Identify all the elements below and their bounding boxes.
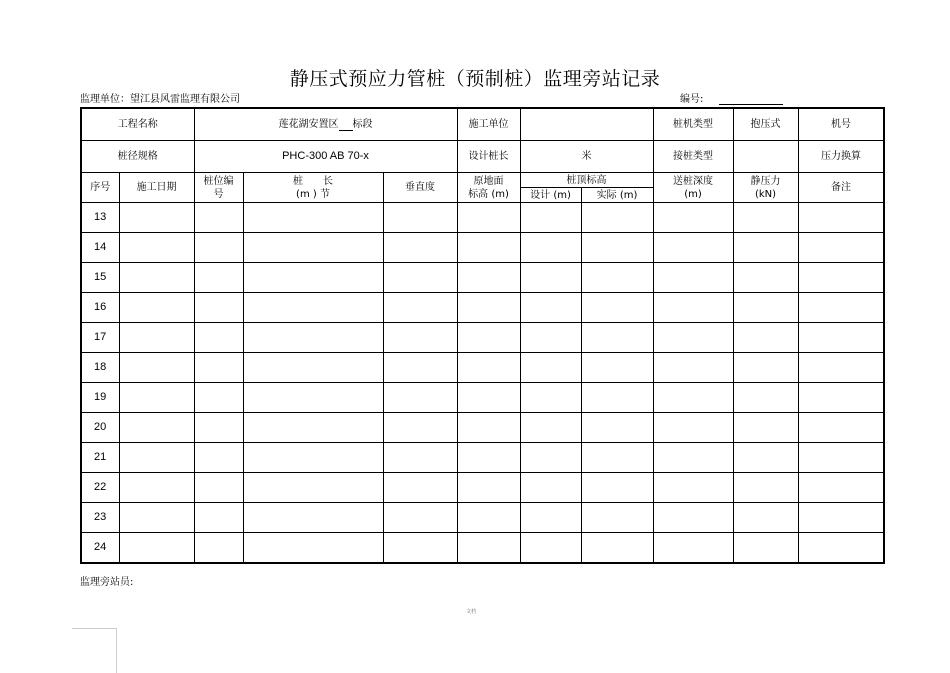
- row-cell: [581, 293, 653, 323]
- row-cell: [581, 203, 653, 233]
- row-cell: [733, 503, 798, 533]
- row-cell: [243, 203, 383, 233]
- col-seq: 序号: [81, 173, 119, 203]
- splice-type-label: 接桩类型: [653, 141, 733, 173]
- col-static-line1: 静压力: [750, 175, 781, 187]
- row-cell: [798, 353, 884, 383]
- row-cell: [798, 203, 884, 233]
- row-cell: [733, 233, 798, 263]
- row-cell: [243, 353, 383, 383]
- col-length-line2: (m ) 节: [296, 188, 330, 200]
- row-cell: [653, 233, 733, 263]
- table-row: [81, 323, 884, 353]
- row-cell: [119, 503, 194, 533]
- row-cell: [383, 263, 457, 293]
- row-cell: [243, 503, 383, 533]
- row-cell: [457, 473, 520, 503]
- row-cell: [457, 533, 520, 564]
- page-corner-mark: [72, 628, 117, 673]
- info-row-1: [81, 108, 884, 141]
- col-length-line1: 桩 长: [293, 175, 333, 187]
- row-cell: [457, 383, 520, 413]
- row-cell: [581, 443, 653, 473]
- table-row: [81, 503, 884, 533]
- col-static-line2: (kN): [754, 188, 777, 200]
- pile-machine-type-value: 抱压式: [733, 108, 798, 141]
- row-cell: [119, 533, 194, 564]
- table-row: [81, 533, 884, 564]
- row-cell: [119, 233, 194, 263]
- row-cell: [581, 263, 653, 293]
- row-cell: [119, 413, 194, 443]
- row-cell: [457, 203, 520, 233]
- table-row: [81, 353, 884, 383]
- col-ground-line1: 原地面: [473, 175, 504, 187]
- table-row: [81, 203, 884, 233]
- section-blank: [339, 119, 353, 131]
- page-note: 文档: [466, 609, 477, 615]
- row-cell: [119, 263, 194, 293]
- row-cell: [733, 263, 798, 293]
- row-cell: [383, 473, 457, 503]
- row-cell: [119, 203, 194, 233]
- table-row: [81, 473, 884, 503]
- row-cell: [119, 473, 194, 503]
- row-cell: [119, 323, 194, 353]
- construction-unit-label: 施工单位: [457, 108, 520, 141]
- col-remarks: 备注: [798, 173, 884, 203]
- row-cell: [119, 353, 194, 383]
- row-cell: [457, 323, 520, 353]
- row-cell: [581, 233, 653, 263]
- table-row: [81, 413, 884, 443]
- data-rows: [81, 203, 884, 564]
- row-cell: [194, 533, 243, 564]
- row-seq-number: 24: [81, 533, 119, 564]
- col-pile-no: [194, 173, 243, 203]
- row-cell: [653, 203, 733, 233]
- row-cell: [119, 443, 194, 473]
- row-cell: [457, 353, 520, 383]
- col-length: [243, 173, 383, 203]
- col-ground-line2: 标高 (m): [468, 188, 509, 200]
- row-cell: [520, 353, 581, 383]
- row-cell: [243, 383, 383, 413]
- row-cell: [119, 383, 194, 413]
- row-cell: [733, 293, 798, 323]
- row-seq-number: 22: [81, 473, 119, 503]
- row-cell: [653, 293, 733, 323]
- row-cell: [243, 473, 383, 503]
- record-table: [80, 107, 885, 564]
- row-cell: [653, 443, 733, 473]
- document-title: 静压式预应力管桩（预制桩）监理旁站记录: [289, 68, 661, 90]
- row-cell: [798, 443, 884, 473]
- project-name-value: [194, 108, 457, 141]
- row-cell: [653, 413, 733, 443]
- row-cell: [457, 233, 520, 263]
- row-cell: [653, 263, 733, 293]
- row-cell: [581, 323, 653, 353]
- table-row: [81, 293, 884, 323]
- project-name-suffix: 标段: [352, 119, 373, 130]
- splice-type-value: [733, 141, 798, 173]
- row-cell: [243, 413, 383, 443]
- row-cell: [194, 353, 243, 383]
- col-send-depth: [653, 173, 733, 203]
- supervision-unit: 监理单位：望江县风雷监理有限公司: [80, 94, 240, 105]
- serial-number: [680, 90, 783, 105]
- col-top-actual: 实际 (m): [581, 188, 653, 203]
- row-seq-number: 15: [81, 263, 119, 293]
- serial-label: 编号:: [680, 94, 704, 105]
- info-row-2: [81, 141, 884, 173]
- row-cell: [653, 383, 733, 413]
- row-cell: [383, 323, 457, 353]
- row-cell: [194, 293, 243, 323]
- row-cell: [798, 383, 884, 413]
- row-cell: [383, 503, 457, 533]
- col-date: 施工日期: [119, 173, 194, 203]
- project-name-label: 工程名称: [81, 108, 194, 141]
- row-seq-number: 18: [81, 353, 119, 383]
- row-cell: [733, 413, 798, 443]
- supervisor-signature-label: 监理旁站员:: [80, 577, 134, 588]
- row-cell: [581, 353, 653, 383]
- row-cell: [733, 473, 798, 503]
- row-cell: [457, 443, 520, 473]
- col-pile-no-line1: 桩位编: [203, 175, 234, 187]
- row-seq-number: 20: [81, 413, 119, 443]
- row-cell: [194, 413, 243, 443]
- row-seq-number: 23: [81, 503, 119, 533]
- row-cell: [383, 233, 457, 263]
- row-cell: [194, 203, 243, 233]
- design-length-unit: 米: [520, 141, 653, 173]
- pressure-conv-label: 压力换算: [798, 141, 884, 173]
- row-cell: [243, 293, 383, 323]
- row-cell: [733, 383, 798, 413]
- row-cell: [798, 503, 884, 533]
- col-send-depth-line2: (m): [684, 188, 702, 200]
- row-cell: [733, 203, 798, 233]
- row-cell: [653, 473, 733, 503]
- row-seq-number: 21: [81, 443, 119, 473]
- row-cell: [653, 323, 733, 353]
- col-top-elevation: 桩顶标高: [520, 173, 653, 188]
- row-cell: [798, 413, 884, 443]
- row-cell: [383, 383, 457, 413]
- row-cell: [733, 533, 798, 564]
- pile-spec-label: 桩径规格: [81, 141, 194, 173]
- pile-spec-value: PHC-300 AB 70-x: [194, 141, 457, 173]
- row-cell: [457, 503, 520, 533]
- row-cell: [194, 263, 243, 293]
- table-row: [81, 443, 884, 473]
- design-length-label: 设计桩长: [457, 141, 520, 173]
- row-seq-number: 19: [81, 383, 119, 413]
- row-cell: [653, 533, 733, 564]
- construction-unit-value: [520, 108, 653, 141]
- row-cell: [520, 503, 581, 533]
- row-cell: [243, 323, 383, 353]
- col-static-pressure: [733, 173, 798, 203]
- row-cell: [653, 353, 733, 383]
- row-cell: [383, 293, 457, 323]
- col-pile-no-line2: 号: [213, 188, 224, 200]
- row-cell: [520, 323, 581, 353]
- row-cell: [581, 503, 653, 533]
- row-seq-number: 16: [81, 293, 119, 323]
- row-seq-number: 13: [81, 203, 119, 233]
- row-cell: [798, 473, 884, 503]
- row-cell: [798, 233, 884, 263]
- machine-no-label: 机号: [798, 108, 884, 141]
- row-cell: [733, 353, 798, 383]
- row-cell: [383, 413, 457, 443]
- col-top-design: 设计 (m): [520, 188, 581, 203]
- row-cell: [194, 443, 243, 473]
- row-cell: [733, 443, 798, 473]
- row-seq-number: 14: [81, 233, 119, 263]
- table-row: [81, 383, 884, 413]
- row-cell: [243, 263, 383, 293]
- row-cell: [383, 353, 457, 383]
- row-cell: [798, 293, 884, 323]
- row-cell: [520, 383, 581, 413]
- row-cell: [798, 263, 884, 293]
- row-cell: [520, 473, 581, 503]
- row-cell: [520, 233, 581, 263]
- row-cell: [194, 383, 243, 413]
- row-cell: [798, 533, 884, 564]
- row-cell: [653, 503, 733, 533]
- row-seq-number: 17: [81, 323, 119, 353]
- row-cell: [383, 443, 457, 473]
- row-cell: [457, 263, 520, 293]
- pile-machine-type-label: 桩机类型: [653, 108, 733, 141]
- row-cell: [733, 323, 798, 353]
- row-cell: [243, 443, 383, 473]
- row-cell: [194, 233, 243, 263]
- col-ground: [457, 173, 520, 203]
- col-verticality: 垂直度: [383, 173, 457, 203]
- row-cell: [119, 293, 194, 323]
- row-cell: [520, 203, 581, 233]
- row-cell: [581, 533, 653, 564]
- row-cell: [581, 383, 653, 413]
- row-cell: [581, 413, 653, 443]
- row-cell: [194, 473, 243, 503]
- row-cell: [520, 413, 581, 443]
- col-send-depth-line1: 送桩深度: [673, 175, 714, 187]
- row-cell: [520, 293, 581, 323]
- row-cell: [243, 233, 383, 263]
- row-cell: [520, 533, 581, 564]
- project-name-prefix: 莲花湖安置区: [278, 119, 339, 130]
- header-row-1: [81, 173, 884, 188]
- row-cell: [520, 443, 581, 473]
- row-cell: [581, 473, 653, 503]
- row-cell: [457, 293, 520, 323]
- row-cell: [798, 323, 884, 353]
- row-cell: [383, 533, 457, 564]
- row-cell: [243, 533, 383, 564]
- row-cell: [383, 203, 457, 233]
- row-cell: [194, 503, 243, 533]
- row-cell: [457, 413, 520, 443]
- serial-blank: [719, 93, 783, 105]
- table-row: [81, 263, 884, 293]
- table-row: [81, 233, 884, 263]
- row-cell: [194, 323, 243, 353]
- row-cell: [520, 263, 581, 293]
